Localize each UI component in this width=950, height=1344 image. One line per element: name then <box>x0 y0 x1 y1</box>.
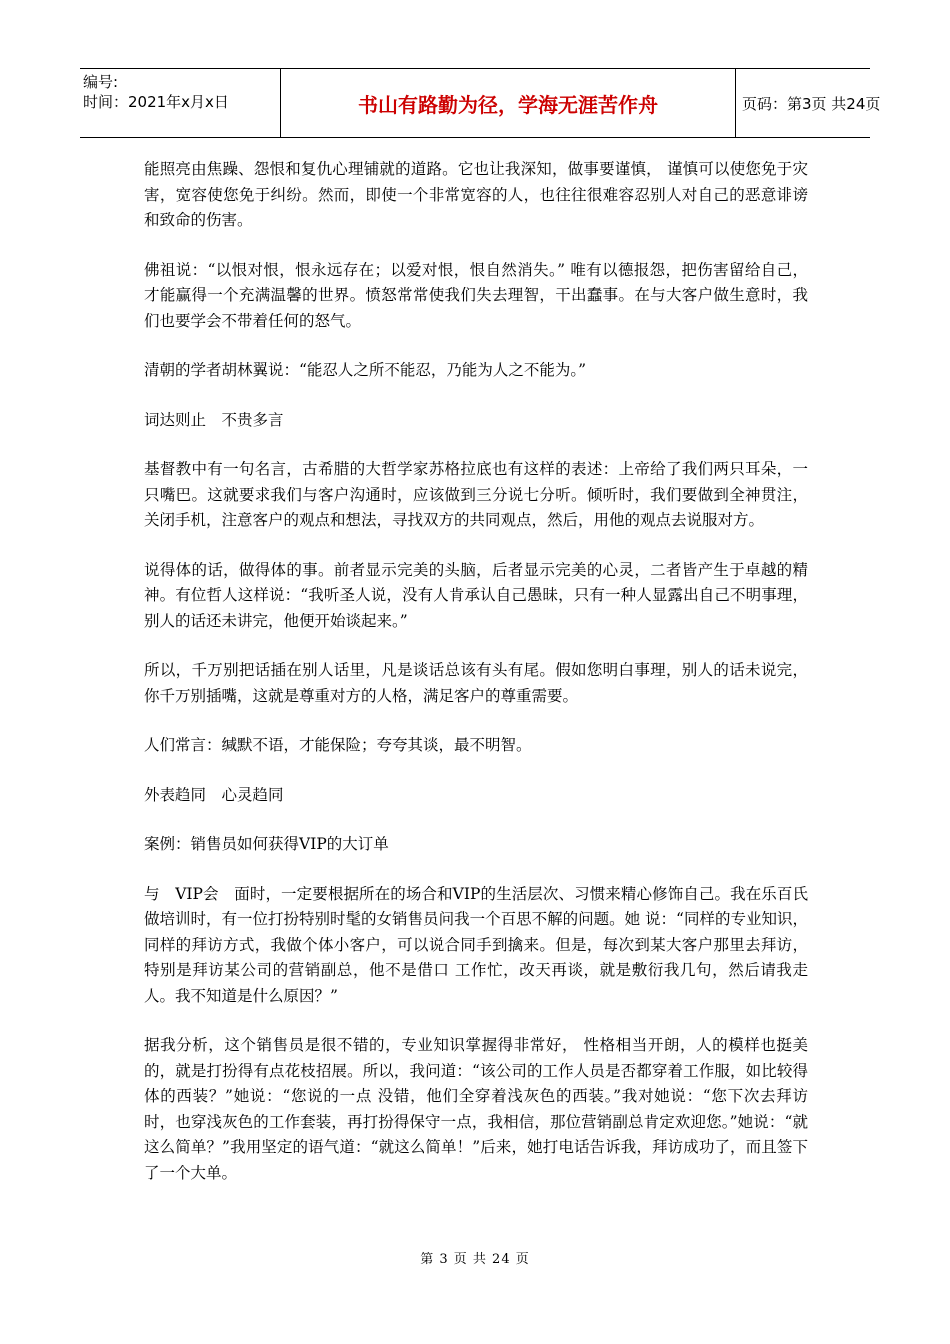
paragraph: 人们常言：缄默不语，才能保险；夸夸其谈，最不明智。 <box>144 736 532 754</box>
page-footer: 第 3 页 共 24 页 <box>420 1252 530 1267</box>
section-heading: 外表趋同 心灵趋同 <box>144 785 284 804</box>
header-meta <box>80 69 280 137</box>
paragraph: 与 VIP会 面时，一定要根据所在的场合和VIP的生活层次、习惯来精心修饰自己。我在乐百氏做培训时，有一位打扮特别时髦的女销售员问我一个百思不解的问题。她 说：“同样的专业知识，同样的拜访方式，我做个体小客户，可以说合同手到擒来。但是，每次到某大客户那里去拜访，特别是拜访某公司的营销副总，他不是借口 工作忙，改天再谈，就是敷衍我几句，然后请我走人。我不知道是什么原因？” <box>144 884 808 1005</box>
paragraph: 据我分析，这个销售员是很不错的，专业知识掌握得非常好， 性格相当开朗，人的模样也挺美的，就是打扮得有点花枝招展。所以，我问道：“该公司的工作人员是否都穿着工作服，如比较得体的西装？”她说：“您说的一点 没错，他们全穿着浅灰色的西装。”我对她说：“您下次去拜访时，也穿浅灰色的工作套装，再打扮得保守一点，我相信，那位营销副总肯定欢迎您。”她说：“就 这么简单？”我用坚定的语气道：“就这么简单！”后来，她打电话告诉我，拜访成功了，而且签下了一个大单。 <box>144 1036 808 1182</box>
paragraph: 基督教中有一句名言，古希腊的大哲学家苏格拉底也有这样的表述：上帝给了我们两只耳朵，一只嘴巴。这就要求我们与客户沟通时，应该做到三分说七分听。倾听时，我们要做到全神贯注，关闭手机，注意客户的观点和想法，寻找双方的共同观点，然后，用他的观点去说服对方。 <box>144 460 808 529</box>
case-title: 案例：销售员如何获得VIP的大订单 <box>144 835 389 853</box>
paragraph: 所以，千万别把话插在别人话里，凡是谈话总该有头有尾。假如您明白事理，别人的话未说完，你千万别插嘴，这就是尊重对方的人格，满足客户的尊重需要。 <box>144 661 808 705</box>
document-number: 编号: <box>83 73 119 91</box>
paragraph: 清朝的学者胡林翼说：“能忍人之所不能忍，乃能为人之不能为。” <box>144 361 587 379</box>
section-heading: 词达则止 不贵多言 <box>144 410 284 429</box>
document-date: 时间：2021年x月x日 <box>83 93 229 111</box>
document-body <box>144 157 808 1210</box>
header-motto: 书山有路勤为径，学海无涯苦作舟 <box>280 69 736 137</box>
paragraph: 能照亮由焦躁、怨恨和复仇心理铺就的道路。它也让我深知，做事要谨慎， 谨慎可以使您免于灾害，宽容使您免于纠纷。然而，即使一个非常宽容的人，也往往很难容忍别人对自己的恶意诽谤和致命的伤害。 <box>144 160 808 229</box>
header-page-number: 页码：第3页 共24页 <box>742 94 881 113</box>
paragraph: 说得体的话，做得体的事。前者显示完美的头脑，后者显示完美的心灵，二者皆产生于卓越的精神。有位哲人这样说：“我听圣人说，没有人肯承认自己愚昧，只有一种人显露出自己不明事理，别人的话还未讲完，他便开始谈起来。” <box>144 560 808 630</box>
paragraph: 佛祖说：“以恨对恨，恨永远存在；以爱对恨，恨自然消失。” 唯有以德报怨，把伤害留给自己，才能赢得一个充满温馨的世界。愤怒常常使我们失去理智，干出蠢事。在与大客户做生意时，我们也要学会不带着任何的怒气。 <box>144 260 808 330</box>
page-header <box>80 68 881 138</box>
